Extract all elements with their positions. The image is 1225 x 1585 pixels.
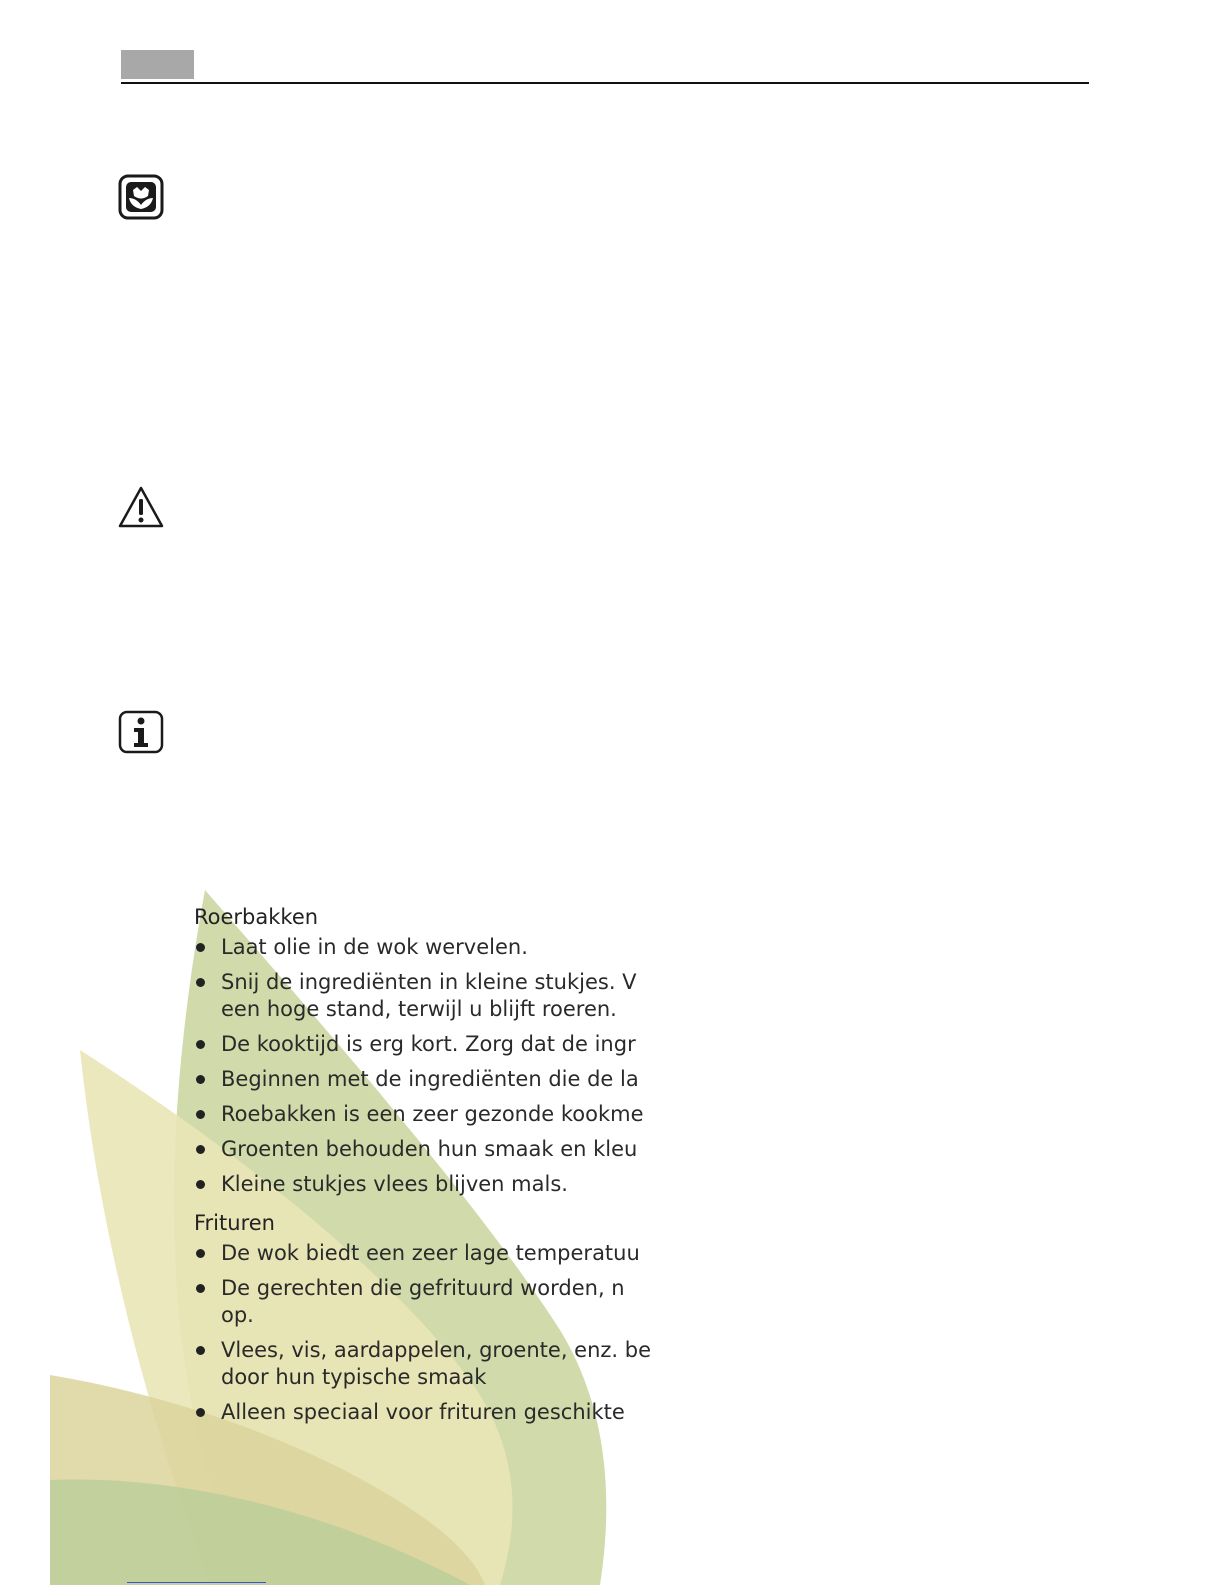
bullet-item — [194, 1240, 1094, 1267]
bullet-dot-icon — [196, 1180, 205, 1189]
bullet-text: Roebakken is een zeer gezonde kookme — [221, 1102, 644, 1126]
bullet-text: Kleine stukjes vlees blijven mals. — [221, 1172, 568, 1196]
bullet-list — [194, 934, 1094, 1198]
header-rule — [121, 82, 1089, 84]
header-tab — [121, 50, 194, 79]
bullet-dot-icon — [196, 1075, 205, 1084]
bullet-item — [194, 1031, 1094, 1058]
bullet-text: Beginnen met de ingrediënten die de la — [221, 1067, 639, 1091]
bullet-text: De wok biedt een zeer lage temperatuu — [221, 1241, 640, 1265]
bullet-text: De gerechten die gefrituurd worden, n op. — [221, 1276, 625, 1327]
bullet-item — [194, 1101, 1094, 1128]
bullet-dot-icon — [196, 1110, 205, 1119]
bullet-list — [194, 1240, 1094, 1426]
bullet-item — [194, 969, 1094, 1023]
bullet-text: Vlees, vis, aardappelen, groente, enz. be door hun typische smaak — [221, 1338, 652, 1389]
bullet-dot-icon — [196, 943, 205, 952]
bullet-item — [194, 934, 1094, 961]
bullet-dot-icon — [196, 1249, 205, 1258]
bullet-dot-icon — [196, 1040, 205, 1049]
environment-flower-icon — [118, 174, 164, 220]
bullet-item — [194, 1275, 1094, 1329]
bullet-item — [194, 1066, 1094, 1093]
bullet-text: Groenten behouden hun smaak en kleu — [221, 1137, 638, 1161]
section-heading: Frituren — [194, 1211, 275, 1235]
content-column — [194, 900, 652, 1460]
bullet-dot-icon — [196, 1284, 205, 1293]
bullet-text: De kooktijd is erg kort. Zorg dat de ingr — [221, 1032, 636, 1056]
bullet-item — [194, 1171, 1094, 1198]
bullet-dot-icon — [196, 978, 205, 987]
info-icon — [118, 710, 164, 756]
bullet-item — [194, 1136, 1094, 1163]
bullet-item — [194, 1399, 1094, 1426]
bullet-item — [194, 1337, 1094, 1391]
footer-link-line — [127, 1582, 266, 1583]
bullet-text: Laat olie in de wok wervelen. — [221, 935, 528, 959]
bullet-text: Snij de ingrediënten in kleine stukjes. V een hoge stand, terwijl u blijft roeren. — [221, 970, 637, 1021]
bullet-dot-icon — [196, 1408, 205, 1417]
warning-triangle-icon — [118, 485, 164, 531]
section-heading: Roerbakken — [194, 905, 319, 929]
bullet-dot-icon — [196, 1145, 205, 1154]
bullet-dot-icon — [196, 1346, 205, 1355]
bullet-text: Alleen speciaal voor frituren geschikte — [221, 1400, 625, 1424]
